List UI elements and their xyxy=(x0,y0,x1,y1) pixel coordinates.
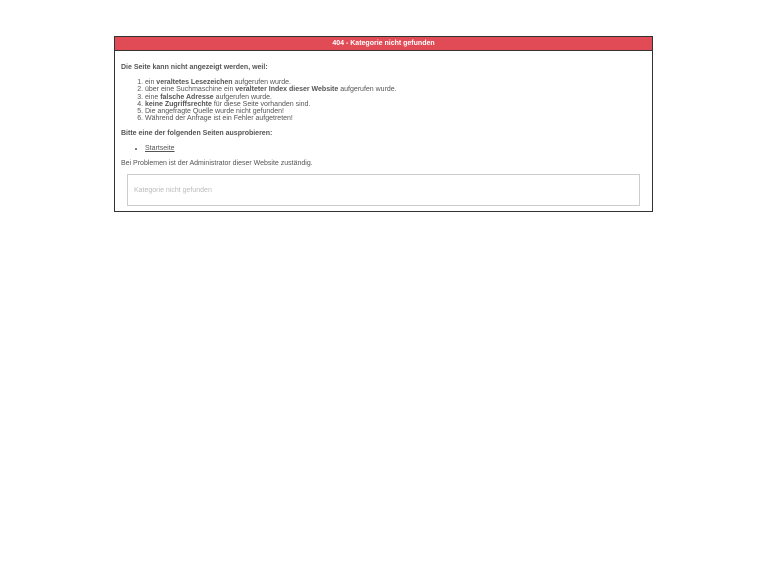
error-title: 404 - Kategorie nicht gefunden xyxy=(115,37,652,51)
list-item xyxy=(145,145,646,153)
admin-note: Bei Problemen ist der Administrator dieser Website zuständig. xyxy=(121,159,313,167)
reason-item: 2. über eine Suchmaschine ein veralteter Index dieser Website aufgerufen wurde. xyxy=(145,86,646,93)
reason-item: 1. ein veraltetes Lesezeichen aufgerufen wurde. xyxy=(145,79,646,86)
reason-item: 6. Während der Anfrage ist ein Fehler aufgetreten! xyxy=(145,115,646,122)
error-panel xyxy=(114,36,653,212)
error-body xyxy=(115,51,652,206)
try-heading: Bitte eine der folgenden Seiten ausprobieren: xyxy=(121,129,273,137)
reason-item: 5. Die angefragte Quelle wurde nicht gefunden! xyxy=(145,108,646,115)
reason-item: 4. keine Zugriffsrechte für diese Seite vorhanden sind. xyxy=(145,101,646,108)
home-link[interactable]: Startseite xyxy=(145,144,175,152)
reason-item: 3. eine falsche Adresse aufgerufen wurde. xyxy=(145,94,646,101)
lead-text: Die Seite kann nicht angezeigt werden, weil: xyxy=(121,64,268,71)
message-box: Kategorie nicht gefunden xyxy=(127,174,640,206)
reasons-list xyxy=(121,79,646,123)
links-list xyxy=(121,145,646,153)
